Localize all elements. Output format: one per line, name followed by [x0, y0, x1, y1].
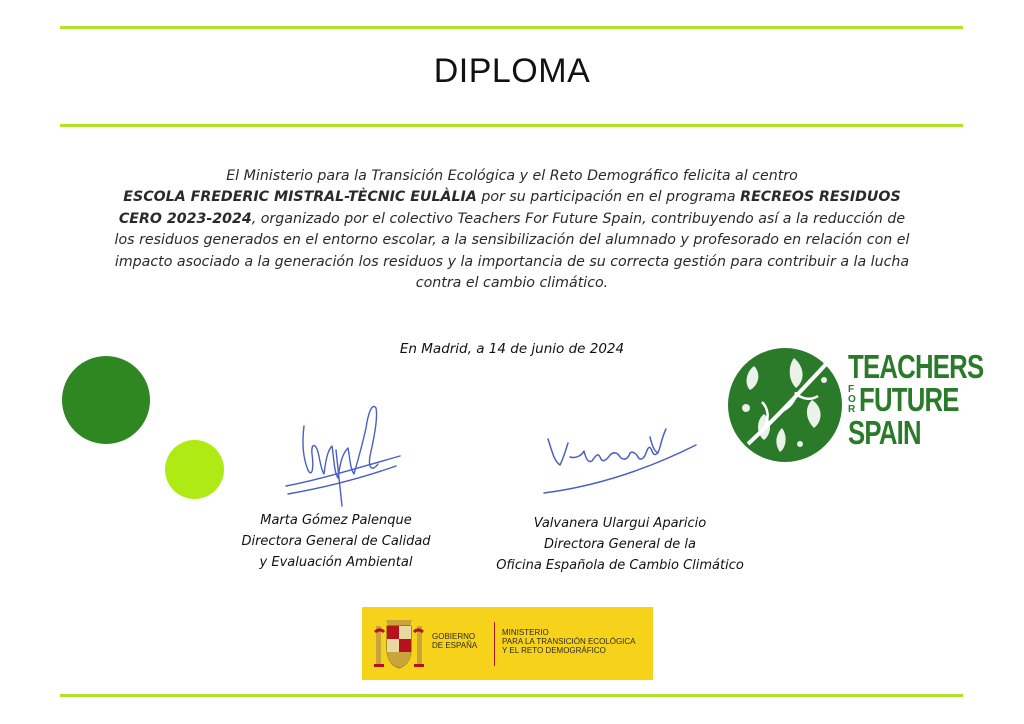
ministry-line: PARA LA TRANSICIÓN ECOLÓGICA [502, 637, 636, 646]
body-participation: por su participación en el programa [476, 189, 741, 206]
ministry-label [502, 628, 636, 655]
logo-spain: SPAIN [848, 414, 921, 451]
logo-wordmark [848, 350, 1022, 449]
ministry-line: Y EL RETO DEMOGRÁFICO [502, 646, 606, 655]
logo-for-r: R [848, 403, 856, 415]
gobierno-line: GOBIERNO [432, 632, 476, 641]
program-name: RECREOS RESIDUOS CERO 2023-2024 [118, 189, 901, 227]
page-title: DIPLOMA [433, 52, 591, 90]
gobierno-label [432, 632, 477, 650]
signatory-name: Valvanera Ulargui Aparicio [533, 516, 707, 531]
signatory-2 [480, 513, 760, 576]
logo-teachers: TEACHERS [848, 348, 984, 385]
signatory-1 [222, 510, 450, 573]
gov-divider [494, 622, 495, 666]
body-description: , organizado por el colectivo Teachers For Future Spain, contribuyendo así a la reducción de los residuos generados en el entorno escolar, a la sensibilización del alumnado y profesorado en relación con el impacto asociado a la generación los residuos y la importancia de su correcta gestión para contribuir a la lucha contra el cambio climático. [114, 210, 910, 292]
logo-future: FUTURE [858, 381, 959, 418]
teachers-for-future-logo [724, 344, 984, 466]
date-line: En Madrid, a 14 de junio de 2024 [399, 341, 625, 357]
coat-of-arms-icon [372, 614, 426, 674]
lime-circle-icon [165, 440, 224, 499]
logo-for-future-row [848, 383, 1022, 416]
signature-icon [278, 398, 408, 510]
diploma-body [112, 166, 912, 294]
title-rule [60, 124, 963, 127]
logo-for-o: O [848, 393, 856, 405]
government-banner [362, 607, 653, 680]
signatory-role: y Evaluación Ambiental [259, 555, 413, 570]
green-circle-icon [62, 356, 150, 444]
school-name: ESCOLA FREDERIC MISTRAL-TÈCNIC EULÀLIA [123, 189, 477, 206]
logo-for-f: F [848, 383, 855, 395]
signature-icon [540, 411, 700, 501]
signatory-role: Oficina Española de Cambio Climático [496, 558, 744, 573]
signatory-name: Marta Gómez Palenque [260, 513, 412, 528]
bottom-rule [60, 694, 963, 697]
logo-for [848, 385, 856, 415]
top-rule [60, 26, 963, 29]
leaf-globe-icon [724, 344, 846, 466]
signatory-role: Directora General de la [544, 537, 696, 552]
body-intro: El Ministerio para la Transición Ecológica y el Reto Demográfico felicita al centro [226, 168, 798, 184]
signatory-role: Directora General de Calidad [241, 534, 431, 549]
ministry-line: MINISTERIO [502, 628, 549, 637]
gobierno-line: DE ESPAÑA [432, 641, 478, 650]
